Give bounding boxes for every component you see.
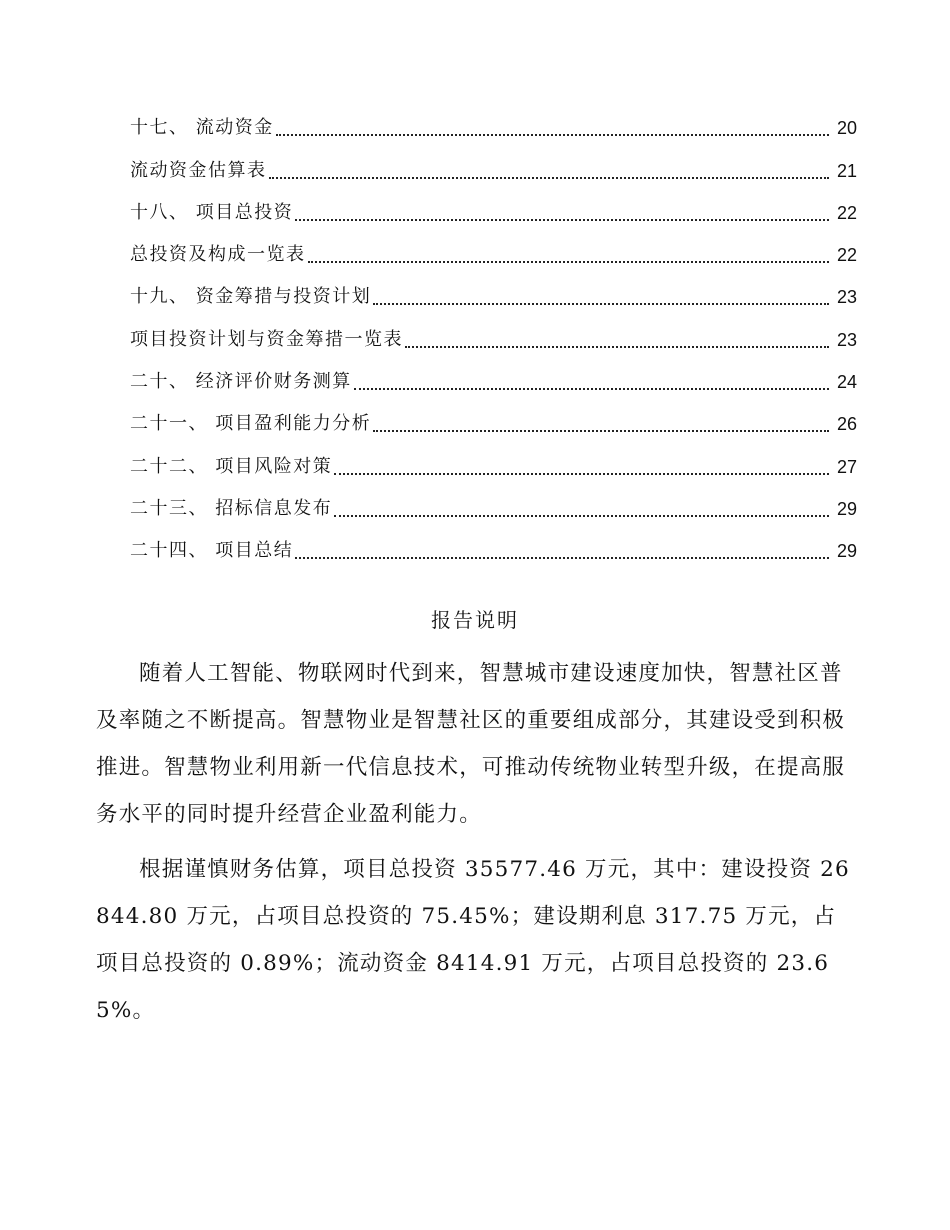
toc-leader-dots bbox=[373, 429, 829, 432]
toc-entry-page: 27 bbox=[836, 456, 857, 477]
toc-entry[interactable] bbox=[130, 356, 857, 398]
toc-leader-dots bbox=[295, 218, 829, 221]
toc-leader-dots bbox=[276, 133, 829, 136]
toc-entry[interactable] bbox=[130, 483, 857, 525]
toc-entry-page: 23 bbox=[836, 287, 857, 308]
toc-leader-dots bbox=[354, 387, 829, 390]
toc-entry-title: 二十二、 项目风险对策 bbox=[130, 455, 333, 477]
toc-entry[interactable] bbox=[130, 229, 857, 271]
toc-leader-dots bbox=[269, 176, 829, 179]
toc-entry-title: 十八、 项目总投资 bbox=[130, 201, 294, 223]
toc-entry-page: 20 bbox=[836, 118, 857, 139]
toc-leader-dots bbox=[405, 345, 829, 348]
toc-entry[interactable] bbox=[130, 144, 857, 186]
report-heading: 报告说明 bbox=[431, 608, 519, 632]
toc-entry-page: 22 bbox=[836, 202, 857, 223]
toc-entry[interactable] bbox=[130, 271, 857, 313]
toc-entry-title: 项目投资计划与资金筹措一览表 bbox=[130, 328, 403, 350]
toc-entry-page: 22 bbox=[836, 245, 857, 266]
toc-entry[interactable] bbox=[130, 398, 857, 440]
toc-entry-title: 流动资金估算表 bbox=[130, 159, 267, 181]
table-of-contents bbox=[130, 102, 857, 567]
toc-entry-page: 24 bbox=[836, 372, 857, 393]
toc-leader-dots bbox=[308, 260, 829, 263]
toc-entry[interactable] bbox=[130, 187, 857, 229]
toc-leader-dots bbox=[373, 302, 829, 305]
toc-leader-dots bbox=[295, 556, 829, 559]
toc-entry-title: 二十三、 招标信息发布 bbox=[130, 497, 333, 519]
toc-entry-title: 二十、 经济评价财务测算 bbox=[130, 371, 352, 393]
toc-entry-page: 29 bbox=[836, 541, 857, 562]
report-paragraph: 根据谨慎财务估算，项目总投资 35577.46 万元，其中：建设投资 26844.80 万元，占项目总投资的 75.45%；建设期利息 317.75 万元，占项目总投资的 0.89%；流动资金 8414.91 万元，占项目总投资的 23.65%。 bbox=[96, 857, 850, 1023]
toc-entry-title: 十九、 资金筹措与投资计划 bbox=[130, 286, 372, 308]
toc-entry[interactable] bbox=[130, 525, 857, 567]
toc-entry-title: 二十一、 项目盈利能力分析 bbox=[130, 413, 372, 435]
toc-entry-page: 23 bbox=[836, 329, 857, 350]
toc-leader-dots bbox=[334, 472, 829, 475]
toc-entry[interactable] bbox=[130, 102, 857, 144]
toc-entry-page: 29 bbox=[836, 498, 857, 519]
toc-entry[interactable] bbox=[130, 313, 857, 355]
toc-entry[interactable] bbox=[130, 440, 857, 482]
toc-entry-title: 二十四、 项目总结 bbox=[130, 540, 294, 562]
toc-entry-page: 21 bbox=[836, 160, 857, 181]
toc-entry-page: 26 bbox=[836, 414, 857, 435]
report-body bbox=[96, 650, 856, 1042]
report-paragraph: 随着人工智能、物联网时代到来，智慧城市建设速度加快，智慧社区普及率随之不断提高。智慧物业是智慧社区的重要组成部分，其建设受到积极推进。智慧物业利用新一代信息技术，可推动传统物业转型升级，在提高服务水平的同时提升经营企业盈利能力。 bbox=[96, 661, 846, 827]
toc-entry-title: 总投资及构成一览表 bbox=[130, 244, 306, 266]
toc-leader-dots bbox=[334, 514, 829, 517]
toc-entry-title: 十七、 流动资金 bbox=[130, 117, 274, 139]
